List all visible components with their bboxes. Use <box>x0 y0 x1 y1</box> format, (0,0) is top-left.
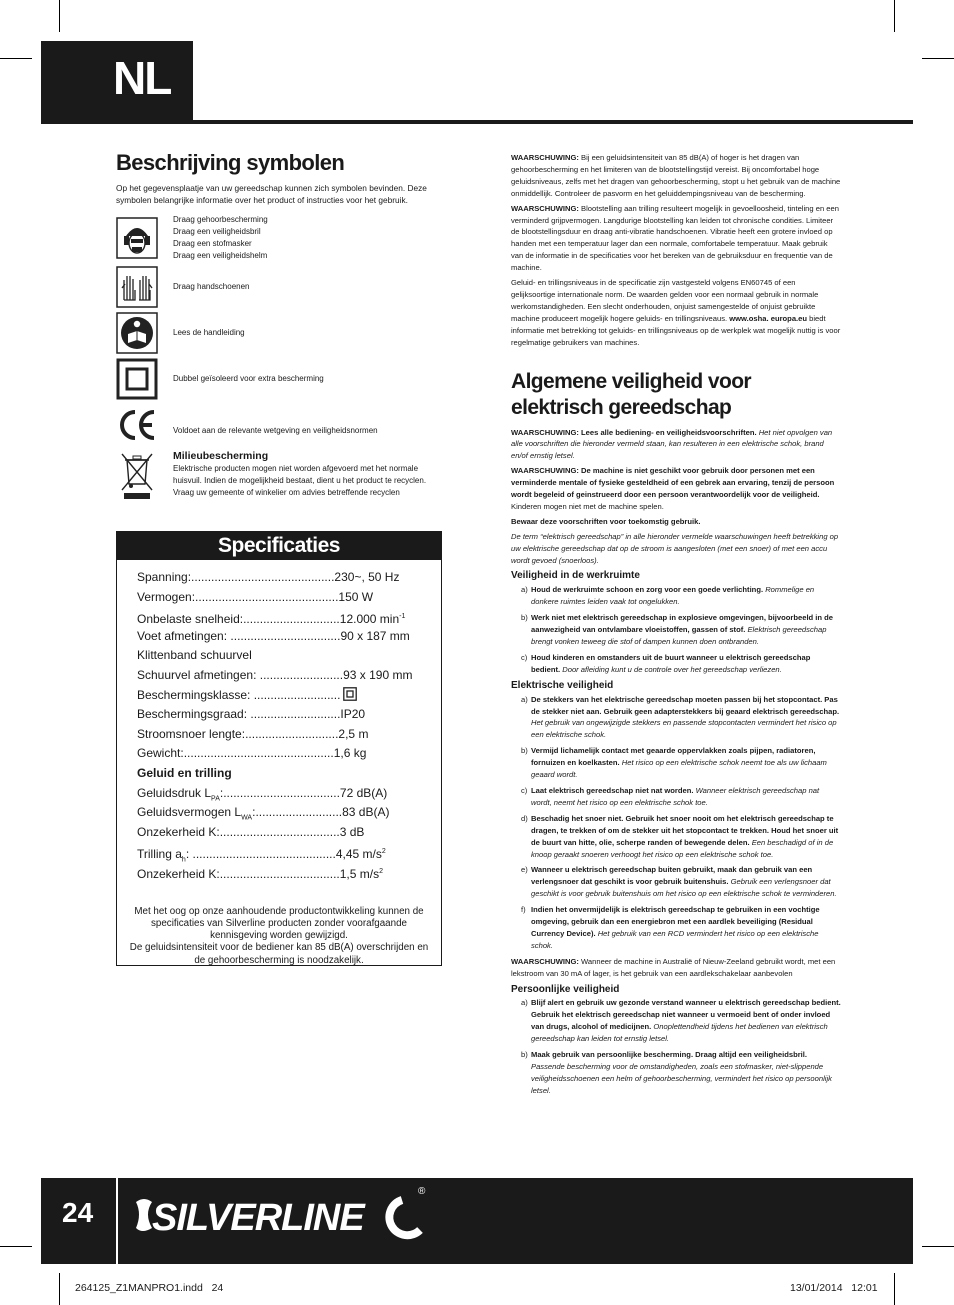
spec-row <box>137 862 441 882</box>
spec-row <box>137 627 441 647</box>
class-ii-icon <box>340 688 357 702</box>
spec-label: Onzekerheid K: <box>137 824 220 839</box>
environment-text: Elektrische producten mogen niet worden afgevoerd met het normale huisvuil. Indien de mogelijkheid bestaat, dient u het product te recyclen. Vraag uw gemeente of winkelier om advies betreffende recyclen <box>173 464 427 497</box>
spec-value: IP20 <box>340 707 366 722</box>
list-letter: f) <box>521 905 526 915</box>
spec-value: 150 W <box>338 589 374 604</box>
crop-mark <box>0 58 32 59</box>
list-letter: a) <box>521 998 528 1008</box>
spec-row <box>137 666 441 686</box>
warning-text: Wanneer de machine in Australië of Nieuw-Zeeland gebruikt wordt, met een lekstroom van 30 mA of lager, is het gebruik van een aardlekschakelaar aanbevolen <box>511 956 836 978</box>
spec-dots: ........................... <box>247 707 341 722</box>
list-bold: Houd de werkruimte schoon en zorg voor een goede verlichting. <box>531 585 764 595</box>
general-warning-1 <box>511 427 841 463</box>
manual-icon <box>116 312 158 354</box>
spec-label: Beschermingsgraad: <box>137 707 248 722</box>
list-letter: a) <box>521 694 528 704</box>
spec-label: : <box>185 847 190 862</box>
spec-row <box>137 607 441 627</box>
spec-label: Voet afmetingen: <box>137 628 228 643</box>
electrical-list <box>511 694 841 952</box>
list-body <box>531 745 841 781</box>
language-tab <box>41 41 193 123</box>
spec-dots: ........................................... <box>195 589 339 604</box>
specifications-title: Specificaties <box>117 532 441 560</box>
spec-row <box>137 823 441 843</box>
symbols-title: Beschrijving symbolen <box>116 150 345 175</box>
list-bold: Maak gebruik van persoonlijke bescherming. Draag altijd een veiligheidsbril. <box>531 1050 807 1060</box>
spec-value: 4,45 m/s <box>335 847 382 862</box>
spec-subscript: PA <box>211 794 220 802</box>
list-letter: c) <box>521 785 528 795</box>
personal-list <box>511 997 841 1096</box>
silverline-logo <box>132 1190 432 1247</box>
list-italic: Het risico op een elektrische schok neemt toe als uw lichaam geaard wordt. <box>531 758 827 780</box>
list-bold: Laat elektrisch gereedschap niet nat worden. <box>531 785 694 795</box>
environment-title: Milieubescherming <box>173 450 269 462</box>
list-bold: De stekkers van het elektrische gereedschap moeten passen bij het stopcontact. Pas de stekker niet aan. Gebruik geen adapterstekkers bij geaard elektrisch gereedschap. <box>531 694 840 716</box>
spec-label: Stroomsnoer lengte: <box>137 726 246 741</box>
list-item <box>521 612 841 648</box>
spec-value: 72 dB(A) <box>339 785 388 800</box>
list-body <box>531 1049 841 1097</box>
list-bold: Vermijd lichamelijk contact met geaarde oppervlakken zoals pijpen, radiatoren, fornuizen en koelkasten. <box>531 746 816 768</box>
list-item <box>521 904 841 952</box>
warning-label: WAARSCHUWING: <box>511 956 579 966</box>
language-code: NL <box>113 52 171 104</box>
list-body <box>531 785 841 809</box>
crop-mark <box>894 0 895 32</box>
specifications-footnote <box>125 906 433 967</box>
specifications-list <box>117 560 441 882</box>
work-area-list <box>511 584 841 675</box>
symbol-row <box>116 312 444 354</box>
safety-column <box>511 152 841 1101</box>
warning-label: WAARSCHUWING: <box>511 203 579 213</box>
symbol-text: Dubbel geïsoleerd voor extra bescherming <box>173 374 324 383</box>
spec-row <box>137 744 441 764</box>
page-number: 24 <box>62 1197 94 1228</box>
spec-label: Beschermingsklasse: <box>137 687 251 702</box>
symbol-text: Draag handschoenen <box>173 282 250 291</box>
symbol-text <box>173 214 268 262</box>
spec-label: Geluidsdruk L <box>137 785 212 800</box>
spec-label: Gewicht: <box>137 746 184 761</box>
spec-row <box>137 764 441 784</box>
list-item <box>521 745 841 781</box>
symbol-text: Voldoet aan de relevante wetgeving en veiligheidsnormen <box>173 426 378 435</box>
spec-footnote-line: Met het oog op onze aanhoudende productontwikkeling kunnen de specificaties van Silverline producten zonder voorafgaande kennisgeving worden gewijzigd. <box>134 905 424 942</box>
symbol-line: Draag gehoorbescherming <box>173 215 268 224</box>
spec-label: Onzekerheid K: <box>137 866 220 881</box>
term-definition: De term “elektrisch gereedschap” in alle hieronder vermelde waarschuwingen heeft betrekking op uw elektrische gereedschap dat op de stroom is aangesloten (met een snoer) of met een accu wordt gevoed (snoerloos). <box>511 531 839 565</box>
list-body <box>531 612 841 648</box>
spec-row <box>137 803 441 823</box>
spec-label: : <box>252 805 256 820</box>
list-body <box>531 652 841 676</box>
warning-rcd <box>511 956 841 980</box>
list-bold: Houd kinderen en omstanders uit de buurt wanneer u elektrisch gereedschap bedient. <box>531 652 811 674</box>
environment-row <box>116 450 444 500</box>
registered-mark: ® <box>418 1186 426 1197</box>
list-bold: Blijf alert en gebruik uw gezonde verstand wanneer u elektrisch gereedschap bedient. Gebruik het elektrisch gereedschap niet wanneer u vermoeid bent of onder invloed van drugs, alcohol of medicijnen. <box>531 998 841 1032</box>
symbol-line: Draag een veiligheidshelm <box>173 251 268 260</box>
warning-vibration <box>511 203 841 274</box>
list-italic: Rommelige en donkere ruimtes leiden vaak tot ongelukken. <box>531 585 815 607</box>
spec-subscript: h <box>181 856 186 864</box>
footer-separator <box>116 1178 118 1264</box>
symbol-row <box>116 404 444 446</box>
spec-row <box>137 784 441 804</box>
symbol-line: Draag een stofmasker <box>173 239 252 248</box>
warning-text: Bij een geluidsintensiteit van 85 dB(A) of hoger is het dragen van gehoorbescherming en het limiteren van de blootstellingstijd vereist. Bij oncomfortabel hoge geluidsniveaus, zelfs met het dragen van gehoorbescherming, stopt u het gebruik van de machine onmiddellijk. Controleer de pasvorm en het geluiddempingsniveau van de bescherming. <box>511 153 841 198</box>
keep-instructions <box>511 516 841 528</box>
list-item <box>521 785 841 809</box>
spec-superscript: -1 <box>399 613 406 621</box>
section-electrical: Elektrische veiligheid <box>511 679 614 691</box>
list-item <box>521 652 841 676</box>
spec-dots: ............................. <box>243 612 340 627</box>
warning-bold: WAARSCHUWING: De machine is niet geschikt voor gebruik door personen met een verminderde mentale of fysieke gesteldheid of een gebrek aan ervaring, tenzij de persoon wordt begeleid of geinstrueerd door een persoon verantwoordelijk voor de veiligheid. <box>511 466 835 500</box>
spec-dots: ........................................... <box>191 570 335 584</box>
symbol-row <box>116 216 444 260</box>
warning-bold: Bewaar deze voorschriften voor toekomstig gebruik. <box>511 516 701 526</box>
spec-label: Klittenband schuurvel <box>137 648 252 663</box>
list-letter: a) <box>521 585 528 595</box>
spec-label: Onbelaste snelheid: <box>137 612 244 627</box>
crop-mark <box>0 1246 32 1247</box>
spec-dots: .......................... <box>255 805 343 820</box>
levels-info <box>511 277 841 348</box>
symbols-intro: Op het gegevensplaatje van uw gereedschap kunnen zich symbolen bevinden. Deze symbolen belangrijke informatie over het product of instructies voor het gebruik. <box>116 183 427 205</box>
list-body <box>531 997 841 1045</box>
list-italic: Door afleiding kunt u de controle over het gereedschap verliezen. <box>560 664 782 674</box>
list-body <box>531 864 841 900</box>
spec-label: Vermogen: <box>137 589 196 604</box>
list-bold: Beschadig het snoer niet. Gebruik het snoer nooit om het elektrisch gereedschap te dragen, te trekken of om de stekker uit het stopcontact te trekken. Houd het snoer uit de buurt van hitte, olie, scherpe randen of bewegende delen. <box>531 813 839 847</box>
spec-dots: .................................... <box>219 824 340 839</box>
crop-mark <box>922 1246 954 1247</box>
list-body <box>531 813 841 861</box>
list-italic: Gebruik een verlengsnoer dat geschikt is voor gebruik buitenshuis om het risico op een elektrische schok te verminderen. <box>531 877 837 899</box>
list-italic: Het gebruik van een RCD vermindert het risico op een elektrische schok. <box>531 928 819 950</box>
spec-row <box>137 705 441 725</box>
list-letter: e) <box>521 865 528 875</box>
warning-text: Kinderen mogen niet met de machine spelen. <box>511 501 664 511</box>
list-body <box>531 904 841 952</box>
warning-bold: WAARSCHUWING: Lees alle bediening- en veiligheidsvoorschriften. <box>511 427 757 437</box>
symbol-text: Lees de handleiding <box>173 328 245 337</box>
list-italic: Het gebruik van ongewijzigde stekkers en passende stopcontacten vermindert het risico op een elektrische schok. <box>531 718 837 740</box>
list-letter: b) <box>521 1050 528 1060</box>
warning-text: Blootstelling aan trilling resulteert mogelijk in gevoelloosheid, tinteling en een verminderd grijpvermogen. Langdurige blootstelling kan leiden tot chronische condities. Limiteer de blootstellingsduur en draag anti-vibratie handschoenen. Vibratie heeft een grotere invloed op handen met een temperatuur lager dan een normale, comfortabele temperatuur. Maak gebruik van de informatie in de specificaties voor het bereken van de gebruiksduur en frequentie van de machine. <box>511 203 839 273</box>
list-item <box>521 694 841 742</box>
list-item <box>521 584 841 608</box>
spec-value: 3 dB <box>339 824 365 839</box>
spec-row <box>137 588 441 608</box>
spec-superscript: 2 <box>381 848 386 856</box>
list-body <box>531 584 841 608</box>
warning-label: WAARSCHUWING: <box>511 153 579 162</box>
spec-dots: ........................................... <box>189 847 336 862</box>
crop-mark <box>59 1273 60 1305</box>
list-italic: Een beschadigd of in de knoop geraakt snoeren verhoogt het risico op een elektrische schok toe. <box>531 837 834 859</box>
symbols-section <box>116 150 444 504</box>
list-bold: Werk niet met elektrisch gereedschap in explosieve omgevingen, bijvoorbeeld in de aanwezigheid van ontvlambare vloeistoffen, gassen of stof. <box>531 613 834 635</box>
warning-noise <box>511 152 841 200</box>
spec-dots: ............................................. <box>183 746 334 761</box>
spec-label: Trilling a <box>137 847 182 862</box>
spec-footnote-line: De geluidsintensiteit voor de bediener kan 85 dB(A) overschrijden en de gehoorbescherming is noodzakelijk. <box>129 942 429 966</box>
spec-value: 93 x 190 mm <box>343 667 413 682</box>
osha-link: www.osha. europa.eu <box>729 313 808 323</box>
spec-superscript: 2 <box>379 867 384 875</box>
double-insulated-icon <box>116 358 158 400</box>
crop-mark <box>59 0 60 32</box>
spec-dots: ......................... <box>256 667 344 682</box>
spec-value: 1,5 m/s <box>339 866 380 881</box>
spec-value: 230~, 50 Hz <box>334 570 400 584</box>
symbol-text <box>173 450 444 499</box>
list-item <box>521 1049 841 1097</box>
list-bold: Wanneer u elektrisch gereedschap buiten gebruikt, maak dan gebruik van een verlengsnoer dat geschikt is voor gebruik buitenshuis. <box>531 865 813 887</box>
list-letter: b) <box>521 746 528 756</box>
spec-value: 1,6 kg <box>333 746 367 761</box>
spec-value: 83 dB(A) <box>342 805 390 820</box>
specifications-box <box>116 531 442 966</box>
spec-value: 90 x 187 mm <box>340 628 410 643</box>
list-italic: Elektrisch gereedschap brengt vonken teweeg die stof of dampen kunnen doen ontbranden. <box>531 625 827 646</box>
section-personal: Persoonlijke veiligheid <box>511 983 620 995</box>
spec-label: Geluidsvermogen L <box>137 805 242 820</box>
spec-label: Geluid en trilling <box>137 765 232 780</box>
spec-dots: ............................ <box>245 726 339 741</box>
levels-text: biedt informatie met betrekking tot geluids- en trillingsniveaus op de werkplek wat mogelijk nuttig is voor regelmatige gebruikers van machines. <box>511 313 841 347</box>
gloves-icon <box>116 266 158 308</box>
section-work-area: Veiligheid in de werkruimte <box>511 570 640 582</box>
list-italic: Passende bescherming voor de omstandigheden, zoals een stofmasker, niet-slippende veiligheidsschoenen een helm of gehoorbescherming, vermindert het risico op persoonlijk letsel. <box>531 1062 832 1095</box>
spec-label: : <box>219 785 224 800</box>
spec-row <box>137 842 441 862</box>
spec-dots: ................................... <box>223 785 340 800</box>
warning-italic: Het niet opvolgen van alle voorschriften die hieronder vermeld staan, kan resulteren in een elektrische schok, brand en/of ernstig letsel. <box>511 427 833 461</box>
svg-text:SILVERLINE: SILVERLINE <box>152 1197 364 1239</box>
weee-bin-icon <box>116 450 158 500</box>
ce-icon <box>116 404 158 446</box>
spec-row <box>137 568 441 588</box>
list-letter: d) <box>521 813 528 823</box>
ppe-head-icon <box>116 217 158 259</box>
list-item <box>521 864 841 900</box>
list-body <box>531 694 841 742</box>
spec-label: Schuurvel afmetingen: <box>137 667 257 682</box>
list-letter: b) <box>521 613 528 623</box>
list-bold: Indien het onvermijdelijk is elektrisch gereedschap te gebruiken in een vochtige omgeving, gebruik dan een energiebron met een aardlek beveiliging (Residual Currency Device). <box>531 905 820 938</box>
spec-dots: .................................... <box>219 866 340 881</box>
list-letter: c) <box>521 652 528 662</box>
list-item <box>521 997 841 1045</box>
levels-text: Geluid- en trillingsniveaus in de specificatie zijn vastgesteld volgens EN60745 of een gelijksoortige internationale norm. De waarden gelden voor een normaal gebruik in normale werkomstandigheden. Een slecht onderhouden, onjuist samengestelde of onjuist gebruikte machine produceert mogelijk hogere geluids- en trillingsniveaus. <box>511 278 819 323</box>
spec-dots: .......................... <box>250 687 341 702</box>
crop-mark <box>894 1273 895 1305</box>
general-safety-title: Algemene veiligheid voor elektrisch gereedschap <box>511 369 751 419</box>
spec-value: 12.000 min <box>339 612 400 627</box>
spec-subscript: WA <box>241 814 253 822</box>
header-rule <box>41 120 913 124</box>
symbol-line: Draag een veiligheidsbril <box>173 227 261 236</box>
spec-row <box>137 686 441 706</box>
spec-row <box>137 646 441 666</box>
spec-value: 2,5 m <box>338 726 369 741</box>
list-italic: Onoplettendheid tijdens het bedienen van elektrisch gereedschap kan leiden tot ernstig letsel. <box>531 1022 828 1044</box>
spec-dots: ................................. <box>227 628 341 643</box>
symbol-row <box>116 358 444 400</box>
spec-row <box>137 725 441 745</box>
slug-left: 264125_Z1MANPRO1.indd 24 <box>75 1282 224 1294</box>
crop-mark <box>922 58 954 59</box>
list-item <box>521 813 841 861</box>
list-italic: Wanneer elektrisch gereedschap nat wordt, neemt het risico op een elektrische schok toe. <box>531 785 820 807</box>
general-warning-2 <box>511 465 841 513</box>
slug-right: 13/01/2014 12:01 <box>790 1282 878 1294</box>
symbol-row <box>116 266 444 308</box>
spec-label: Spanning: <box>137 570 192 584</box>
